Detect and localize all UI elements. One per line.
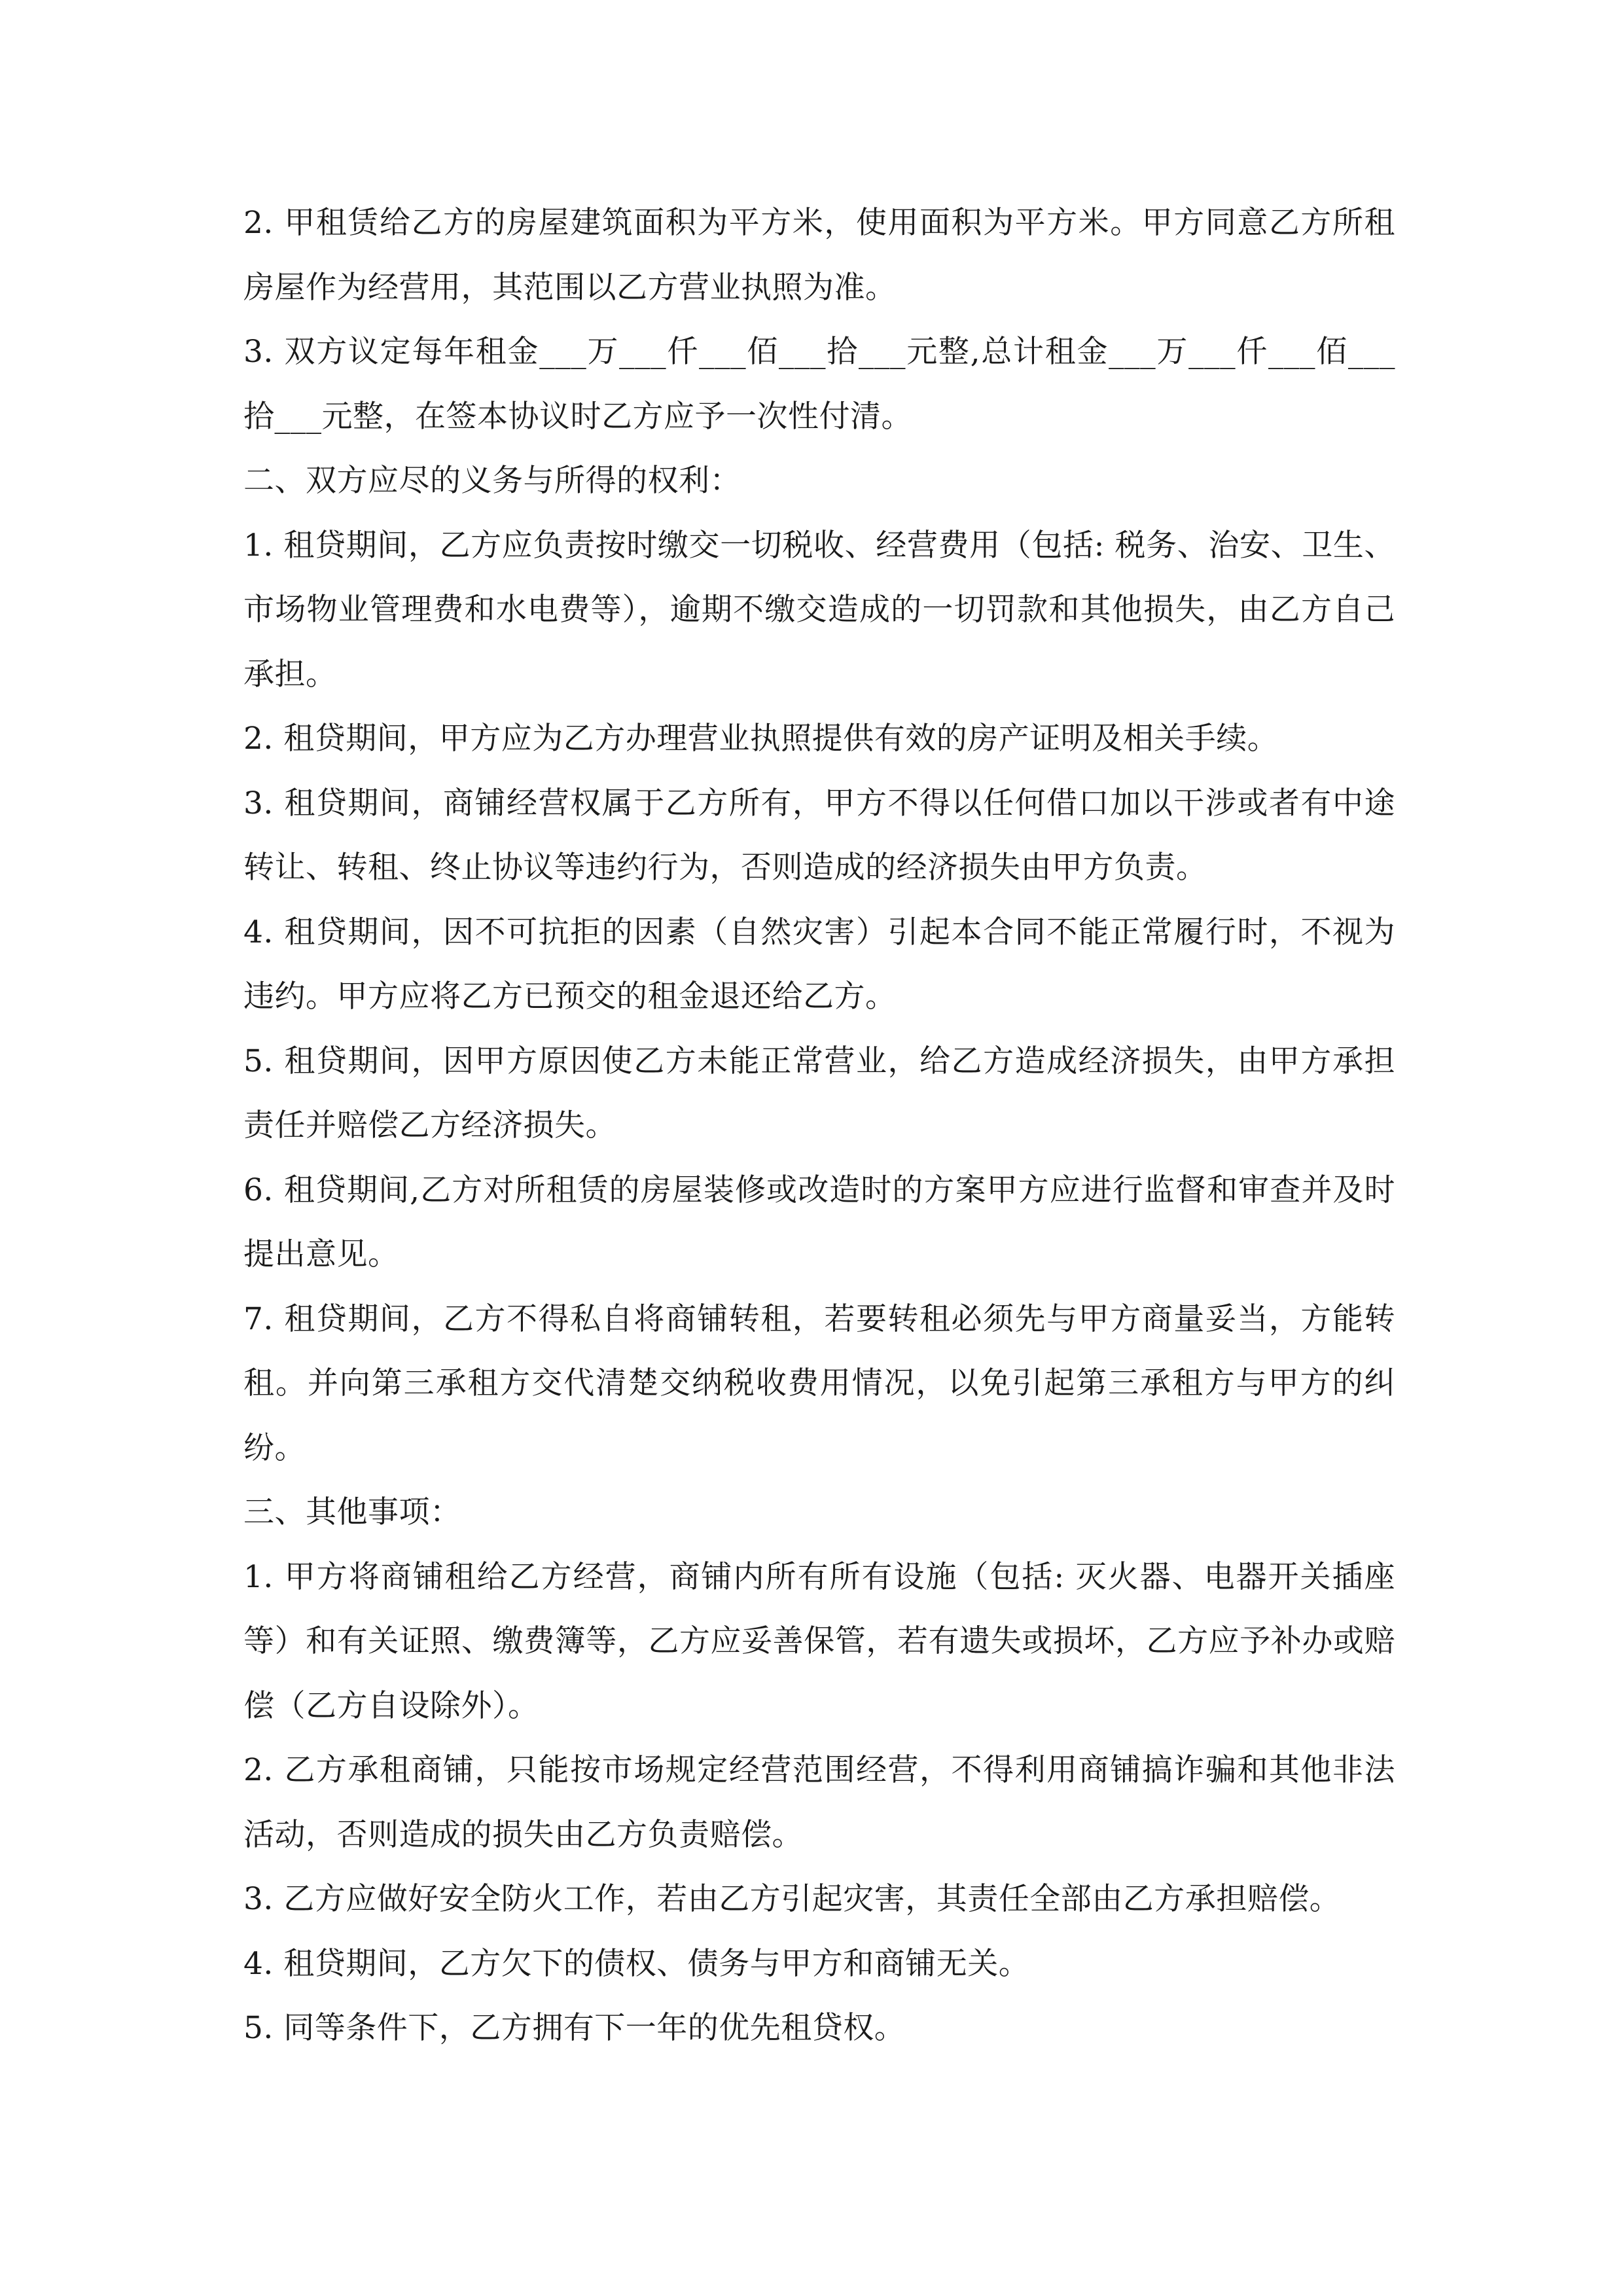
- section-heading-3: 三、其他事项：: [243, 1494, 461, 1530]
- clause-3-4: 4. 租贷期间，乙方欠下的债权、债务与甲方和商铺无关。: [243, 1945, 1030, 1982]
- clause-2-6: 6. 租贷期间,乙方对所租赁的房屋装修或改造时的方案甲方应进行监督和审查并及时提出意见。: [243, 1172, 1395, 1272]
- clause-2-2: 2. 租贷期间，甲方应为乙方办理营业执照提供有效的房产证明及相关手续。: [243, 721, 1279, 757]
- document-body: [243, 191, 1395, 2061]
- clause-2-4: 4. 租贷期间，因不可抗拒的因素（自然灾害）引起本合同不能正常履行时，不视为违约。甲方应将乙方已预交的租金退还给乙方。: [243, 914, 1395, 1014]
- clause-3-5: 5. 同等条件下，乙方拥有下一年的优先租贷权。: [243, 2010, 906, 2046]
- section-heading-2: 二、双方应尽的义务与所得的权利：: [243, 463, 741, 499]
- clause-1-2: 2. 甲租赁给乙方的房屋建筑面积为平方米，使用面积为平方米。甲方同意乙方所租房屋作为经营用，其范围以乙方营业执照为准。: [243, 205, 1395, 306]
- clause-3-2: 2. 乙方承租商铺，只能按市场规定经营范围经营，不得利用商铺搞诈骗和其他非法活动，否则造成的损失由乙方负责赔偿。: [243, 1752, 1395, 1853]
- clause-2-7: 7. 租贷期间，乙方不得私自将商铺转租，若要转租必须先与甲方商量妥当，方能转租。并向第三承租方交代清楚交纳税收费用情况，以免引起第三承租方与甲方的纠纷。: [243, 1300, 1395, 1466]
- clause-2-3: 3. 租贷期间，商铺经营权属于乙方所有，甲方不得以任何借口加以干涉或者有中途转让、转租、终止协议等违约行为，否则造成的经济损失由甲方负责。: [243, 785, 1395, 886]
- clause-1-3: 3. 双方议定每年租金___万___仟___佰___拾___元整,总计租金___万___仟___佰___拾___元整，在签本协议时乙方应予一次性付清。: [243, 334, 1395, 435]
- clause-2-1: 1. 租贷期间，乙方应负责按时缴交一切税收、经营费用（包括: 税务、治安、卫生、市场物业管理费和水电费等），逾期不缴交造成的一切罚款和其他损失，由乙方自己承担。: [243, 527, 1395, 692]
- clause-3-3: 3. 乙方应做好安全防火工作，若由乙方引起灾害，其责任全部由乙方承担赔偿。: [243, 1881, 1341, 1917]
- clause-2-5: 5. 租贷期间，因甲方原因使乙方未能正常营业，给乙方造成经济损失，由甲方承担责任并赔偿乙方经济损失。: [243, 1043, 1395, 1143]
- clause-3-1: 1. 甲方将商铺租给乙方经营，商铺内所有所有设施（包括: 灭火器、电器开关插座等）和有关证照、缴费簿等，乙方应妥善保管，若有遗失或损坏，乙方应予补办或赔偿（乙方自设除外）。: [243, 1558, 1395, 1724]
